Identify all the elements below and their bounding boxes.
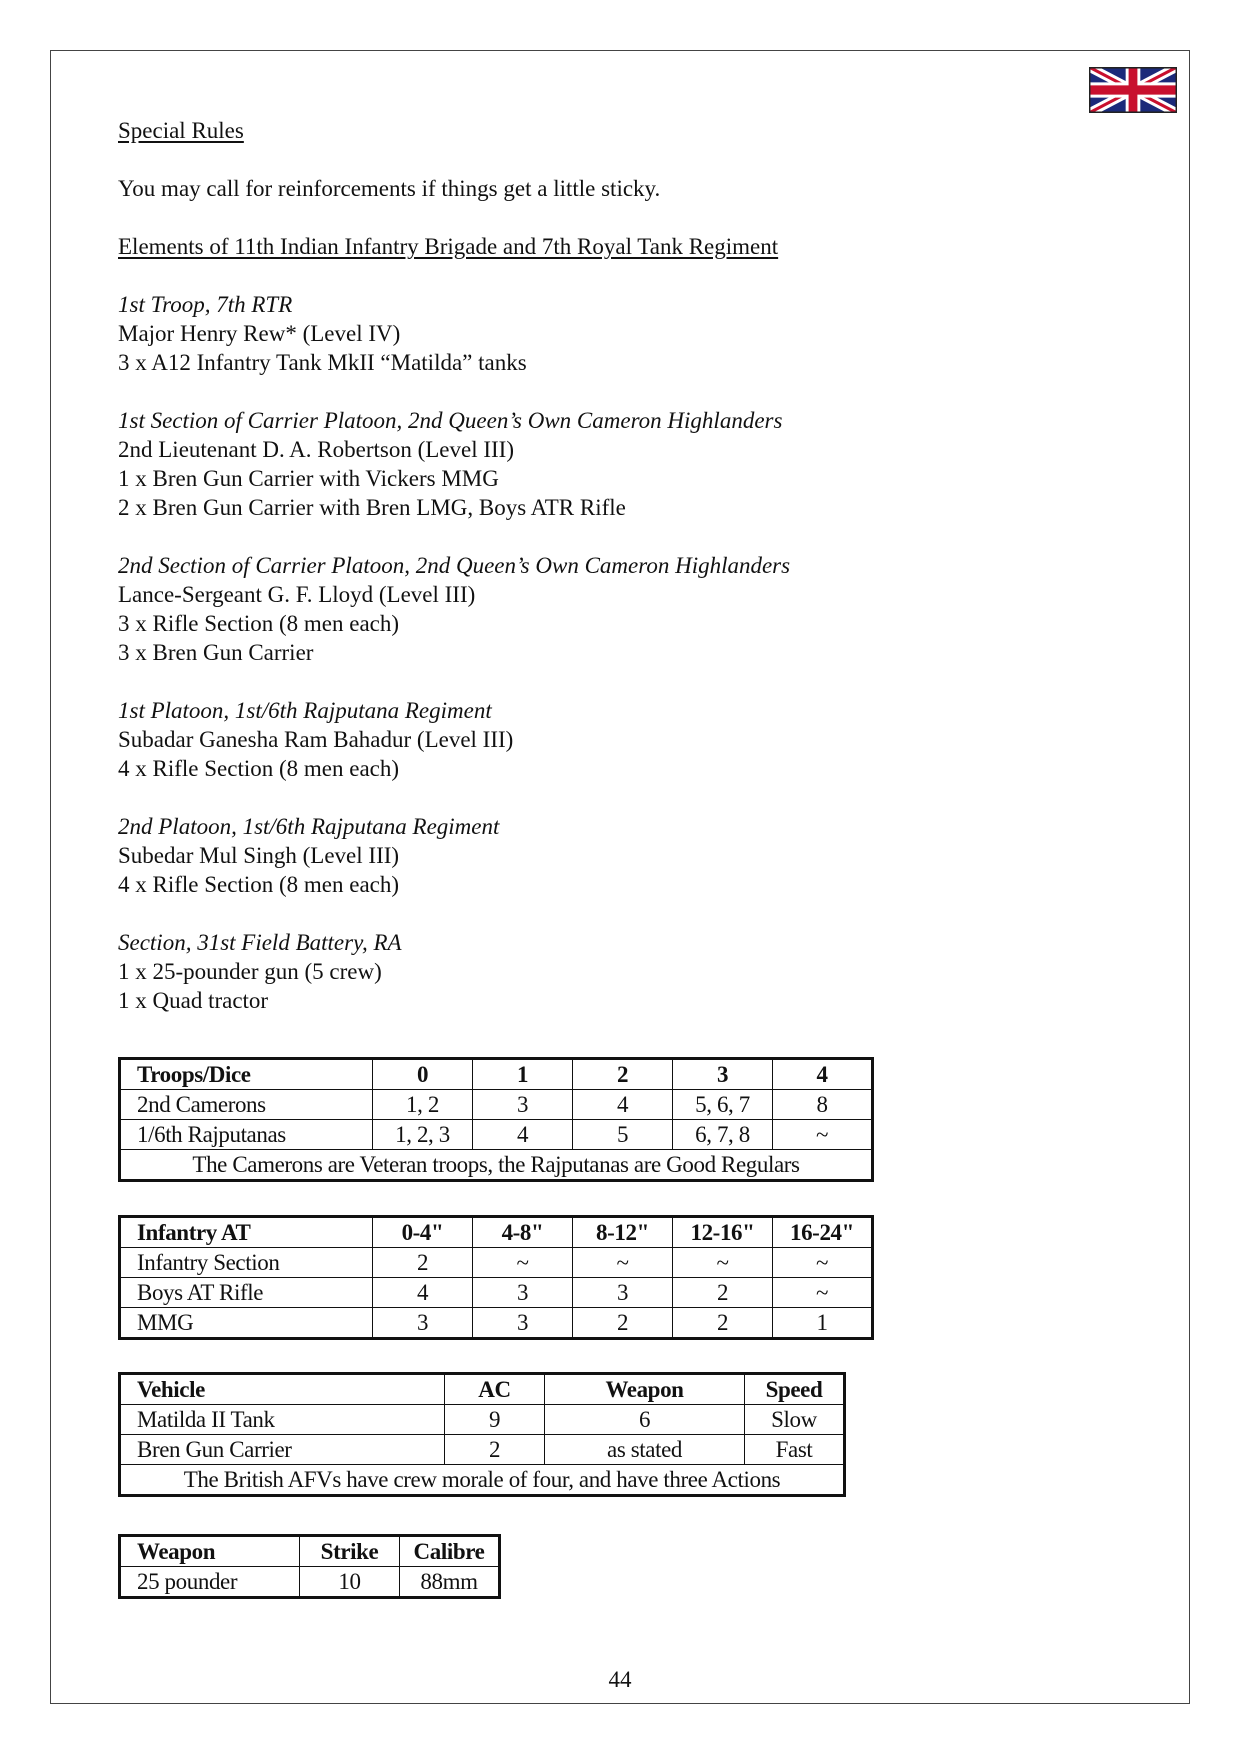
- table-header-cell: Speed: [745, 1374, 845, 1405]
- unit-line: 4 x Rifle Section (8 men each): [118, 756, 400, 781]
- table-cell: 3: [573, 1278, 673, 1308]
- table-cell: Slow: [745, 1405, 845, 1435]
- table-cell: 6: [545, 1405, 745, 1435]
- unit-block: [118, 406, 1118, 522]
- table-cell: 2: [673, 1278, 773, 1308]
- infantry-at-table: [118, 1215, 874, 1340]
- table-cell: 2: [445, 1435, 545, 1465]
- table-cell: ~: [773, 1248, 873, 1278]
- table-header-cell: Weapon: [545, 1374, 745, 1405]
- unit-block: [118, 696, 1118, 783]
- unit-line: 3 x A12 Infantry Tank MkII “Matilda” tanks: [118, 350, 527, 375]
- table-cell: 4: [573, 1090, 673, 1120]
- table-cell: 88mm: [400, 1567, 500, 1598]
- table-cell: as stated: [545, 1435, 745, 1465]
- table-row: [120, 1567, 500, 1598]
- table-cell: Infantry Section: [120, 1248, 373, 1278]
- table-header-cell: 1: [473, 1059, 573, 1090]
- table-header-row: [120, 1374, 845, 1405]
- table-row: [120, 1090, 873, 1120]
- unit-line: 1 x Bren Gun Carrier with Vickers MMG: [118, 466, 499, 491]
- unit-title: Section, 31st Field Battery, RA: [118, 930, 402, 955]
- vehicle-table: [118, 1372, 846, 1497]
- table-cell: Boys AT Rifle: [120, 1278, 373, 1308]
- table-header-cell: 0-4": [373, 1217, 473, 1248]
- table-cell: ~: [773, 1278, 873, 1308]
- table-header-cell: 0: [373, 1059, 473, 1090]
- special-rules-text: You may call for reinforcements if things get a little sticky.: [118, 176, 661, 201]
- unit-block: [118, 928, 1118, 1015]
- table-header-cell: Vehicle: [120, 1374, 445, 1405]
- unit-line: 3 x Bren Gun Carrier: [118, 640, 314, 665]
- table-cell: 6, 7, 8: [673, 1120, 773, 1150]
- table-row: [120, 1120, 873, 1150]
- table-cell: 10: [300, 1567, 400, 1598]
- weapon-table: [118, 1534, 501, 1599]
- table-cell: 4: [473, 1120, 573, 1150]
- unit-title: 1st Troop, 7th RTR: [118, 292, 293, 317]
- table-header-row: [120, 1217, 873, 1248]
- table-cell: 2: [573, 1308, 673, 1339]
- table-note: The Camerons are Veteran troops, the Rajputanas are Good Regulars: [120, 1150, 873, 1181]
- table-row: [120, 1308, 873, 1339]
- table-cell: 2nd Camerons: [120, 1090, 373, 1120]
- unit-line: Subadar Ganesha Ram Bahadur (Level III): [118, 727, 514, 752]
- table-cell: ~: [573, 1248, 673, 1278]
- table-cell: Bren Gun Carrier: [120, 1435, 445, 1465]
- unit-block: [118, 812, 1118, 899]
- table-header-cell: 16-24": [773, 1217, 873, 1248]
- table-cell: 3: [473, 1278, 573, 1308]
- table-cell: 9: [445, 1405, 545, 1435]
- unit-line: Subedar Mul Singh (Level III): [118, 843, 400, 868]
- unit-title: 2nd Section of Carrier Platoon, 2nd Queen’s Own Cameron Highlanders: [118, 553, 791, 578]
- table-header-cell: Weapon: [120, 1536, 300, 1567]
- table-note-row: [120, 1465, 845, 1496]
- table-cell: 1/6th Rajputanas: [120, 1120, 373, 1150]
- table-cell: ~: [773, 1120, 873, 1150]
- unit-line: Lance-Sergeant G. F. Lloyd (Level III): [118, 582, 476, 607]
- elements-heading: Elements of 11th Indian Infantry Brigade and 7th Royal Tank Regiment: [118, 234, 779, 259]
- unit-line: 2 x Bren Gun Carrier with Bren LMG, Boys ATR Rifle: [118, 495, 626, 520]
- table-cell: ~: [473, 1248, 573, 1278]
- unit-line: Major Henry Rew* (Level IV): [118, 321, 401, 346]
- table-row: [120, 1405, 845, 1435]
- table-header-cell: AC: [445, 1374, 545, 1405]
- table-header-cell: 12-16": [673, 1217, 773, 1248]
- page-number: 44: [608, 1667, 632, 1692]
- unit-block: [118, 290, 1118, 377]
- special-rules-heading: Special Rules: [118, 118, 244, 143]
- table-row: [120, 1435, 845, 1465]
- table-row: [120, 1278, 873, 1308]
- table-cell: 3: [373, 1308, 473, 1339]
- union-jack-flag-icon: [1089, 67, 1177, 113]
- unit-line: 2nd Lieutenant D. A. Robertson (Level III): [118, 437, 514, 462]
- unit-line: 1 x 25-pounder gun (5 crew): [118, 959, 382, 984]
- table-header-cell: 8-12": [573, 1217, 673, 1248]
- table-cell: Matilda II Tank: [120, 1405, 445, 1435]
- unit-line: 3 x Rifle Section (8 men each): [118, 611, 400, 636]
- table-cell: 2: [373, 1248, 473, 1278]
- table-header-cell: Calibre: [400, 1536, 500, 1567]
- table-header-row: [120, 1059, 873, 1090]
- table-cell: 2: [673, 1308, 773, 1339]
- table-header-row: [120, 1536, 500, 1567]
- table-cell: ~: [673, 1248, 773, 1278]
- table-cell: 1, 2: [373, 1090, 473, 1120]
- table-cell: 1: [773, 1308, 873, 1339]
- table-row: [120, 1248, 873, 1278]
- unit-title: 2nd Platoon, 1st/6th Rajputana Regiment: [118, 814, 500, 839]
- table-cell: 8: [773, 1090, 873, 1120]
- table-cell: 5, 6, 7: [673, 1090, 773, 1120]
- unit-line: 1 x Quad tractor: [118, 988, 269, 1013]
- table-header-cell: 3: [673, 1059, 773, 1090]
- table-cell: 3: [473, 1308, 573, 1339]
- table-cell: 4: [373, 1278, 473, 1308]
- unit-line: 4 x Rifle Section (8 men each): [118, 872, 400, 897]
- table-cell: 1, 2, 3: [373, 1120, 473, 1150]
- table-note-row: [120, 1150, 873, 1181]
- table-cell: 3: [473, 1090, 573, 1120]
- table-header-cell: 2: [573, 1059, 673, 1090]
- table-header-cell: Strike: [300, 1536, 400, 1567]
- table-header-cell: 4: [773, 1059, 873, 1090]
- troops-dice-table: [118, 1057, 874, 1182]
- table-cell: 5: [573, 1120, 673, 1150]
- table-cell: 25 pounder: [120, 1567, 300, 1598]
- unit-title: 1st Platoon, 1st/6th Rajputana Regiment: [118, 698, 492, 723]
- table-header-cell: Troops/Dice: [120, 1059, 373, 1090]
- unit-block: [118, 551, 1118, 667]
- table-cell: MMG: [120, 1308, 373, 1339]
- page-content: [118, 116, 1118, 1015]
- table-header-cell: Infantry AT: [120, 1217, 373, 1248]
- table-cell: Fast: [745, 1435, 845, 1465]
- table-note: The British AFVs have crew morale of four, and have three Actions: [120, 1465, 845, 1496]
- table-header-cell: 4-8": [473, 1217, 573, 1248]
- unit-title: 1st Section of Carrier Platoon, 2nd Queen’s Own Cameron Highlanders: [118, 408, 783, 433]
